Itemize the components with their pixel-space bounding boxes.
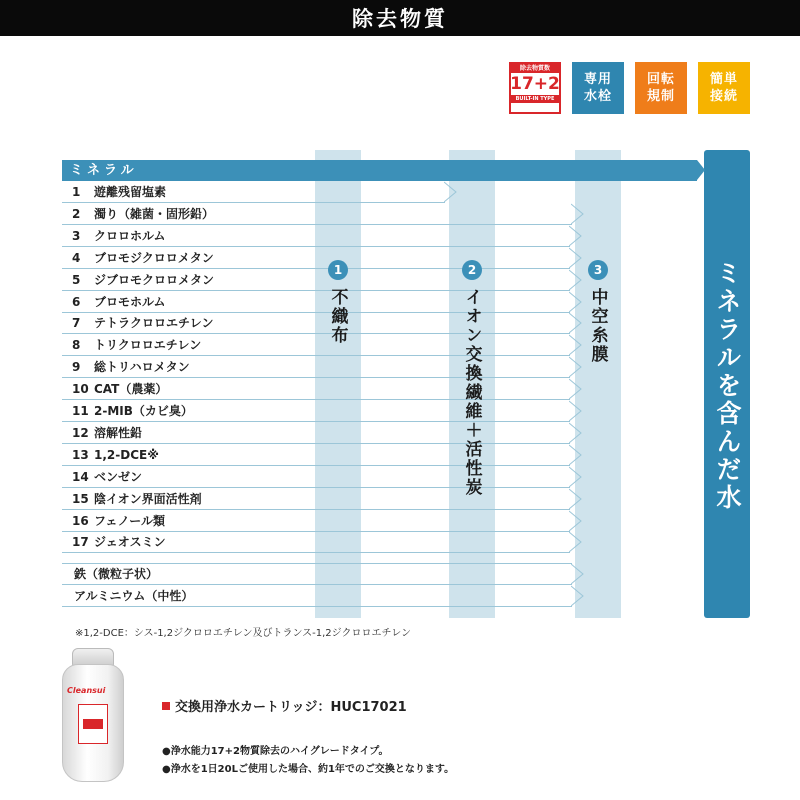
stage-3-number: 3	[588, 260, 608, 280]
extra-substance-row	[62, 585, 193, 607]
row-arrow-icon	[569, 444, 583, 466]
certified-badge-bottom: BUILT-IN TYPE	[511, 95, 559, 103]
red-square-icon	[162, 702, 170, 710]
substance-number: 11	[72, 404, 89, 418]
product-feature-1: ●浄水能力17+2物質除去のハイグレードタイプ。	[162, 746, 389, 757]
substance-row	[62, 225, 166, 247]
row-arrow-icon	[569, 378, 583, 400]
row-arrow-icon	[569, 400, 583, 422]
substance-row	[62, 466, 142, 488]
product-title-row	[162, 696, 407, 715]
substance-row	[62, 422, 142, 444]
stage-1-column	[315, 150, 361, 618]
product-feature-2: ●浄水を1日20Lご使用した場合、約1年でのご交換となります。	[162, 764, 455, 775]
stage-2	[449, 260, 495, 497]
stage-1	[315, 260, 361, 345]
substance-name: 溶解性鉛	[94, 425, 143, 440]
substance-number: 3	[72, 228, 81, 243]
substance-row	[62, 356, 190, 378]
certified-badge-value: 17+2	[510, 74, 560, 94]
substance-number: 6	[72, 294, 81, 309]
badge-rotation-line1: 回転	[646, 72, 675, 87]
certified-badge	[509, 62, 561, 114]
badge-connect-line1: 簡単	[709, 72, 738, 87]
row-arrow-icon	[571, 203, 585, 225]
substance-number: 1	[72, 185, 81, 199]
badge-connect	[698, 62, 750, 114]
substance-name: ジブロモクロロメタン	[94, 272, 215, 287]
substance-number: 4	[72, 250, 81, 265]
substance-number: 12	[72, 425, 89, 440]
cartridge-label	[78, 704, 108, 744]
substance-row	[62, 203, 214, 225]
substance-row	[62, 488, 202, 510]
substance-row	[62, 181, 166, 203]
substance-row	[62, 510, 165, 532]
product-title: 交換用浄水カートリッジ：HUC17021	[175, 700, 407, 715]
stage-1-label: 不織布	[327, 288, 348, 345]
page-title: 除去物質	[352, 7, 448, 31]
mineral-flow-arrow-icon	[697, 160, 705, 180]
row-arrow-icon	[444, 181, 458, 203]
substance-name: CAT（農薬）	[94, 382, 168, 397]
badge-faucet-line2: 水栓	[583, 89, 612, 104]
substance-row	[62, 269, 214, 291]
substance-row	[62, 291, 166, 313]
substance-number: 13	[72, 447, 89, 462]
substance-name: ブロモホルム	[94, 294, 166, 309]
substance-name: ジェオスミン	[94, 535, 166, 550]
substance-row	[62, 334, 201, 356]
row-arrow-icon	[569, 422, 583, 444]
substance-name: ベンゼン	[94, 469, 143, 484]
badge-faucet	[572, 62, 624, 114]
substance-name: 鉄（微粒子状）	[74, 567, 159, 581]
row-arrow-icon	[571, 563, 585, 585]
cartridge-brand-logo: Cleansui	[67, 686, 106, 695]
page-header	[0, 0, 800, 36]
substance-number: 17	[72, 535, 89, 550]
substance-name: フェノール類	[94, 513, 166, 528]
mineral-flow-bar	[62, 160, 697, 181]
substance-name: 総トリハロメタン	[94, 360, 190, 375]
substance-row	[62, 247, 214, 269]
row-arrow-icon	[569, 531, 583, 553]
stage-1-number: 1	[328, 260, 348, 280]
substance-number: 8	[72, 338, 81, 353]
substance-name: テトラクロロエチレン	[94, 316, 214, 331]
substance-number: 15	[72, 491, 89, 506]
substance-row	[62, 400, 193, 422]
stage-3-label: 中空糸膜	[587, 288, 608, 364]
certified-badge-top: 除去物質数	[511, 64, 559, 73]
final-stage	[704, 260, 750, 512]
substance-number: 9	[72, 360, 81, 375]
substance-name: 2-MIB（カビ臭）	[94, 404, 193, 418]
substance-number: 14	[72, 469, 89, 484]
substance-name: 陰イオン界面活性剤	[94, 491, 202, 506]
cartridge-image	[58, 648, 128, 788]
substance-row	[62, 378, 167, 400]
substance-row	[62, 444, 159, 466]
substance-number: 7	[72, 316, 81, 331]
badge-rotation	[635, 62, 687, 114]
substance-number: 2	[72, 206, 81, 221]
stage-2-number: 2	[462, 260, 482, 280]
substance-name: アルミニウム（中性）	[74, 589, 194, 603]
substance-name: 1,2-DCE※	[94, 447, 159, 462]
substance-name: 遊離残留塩素	[94, 185, 167, 199]
badge-connect-line2: 接続	[709, 89, 738, 104]
substance-number: 16	[72, 513, 89, 528]
feature-badges	[509, 62, 750, 114]
substance-row	[62, 531, 166, 553]
stage-3	[575, 260, 621, 364]
badge-rotation-line2: 規制	[646, 89, 675, 104]
substance-name: トリクロロエチレン	[94, 338, 202, 353]
substance-number: 5	[72, 272, 81, 287]
row-arrow-icon	[569, 488, 583, 510]
extra-substance-row	[62, 563, 158, 585]
substance-name: 濁り（雑菌・固形鉛）	[94, 206, 215, 221]
substance-number: 10	[72, 382, 89, 397]
final-stage-label: ミネラルを含んだ水	[713, 260, 742, 512]
row-arrow-icon	[569, 466, 583, 488]
substance-row	[62, 312, 213, 334]
footnote: ※1,2-DCE：シス-1,2ジクロロエチレン及びトランス-1,2ジクロロエチレン	[75, 628, 412, 639]
row-arrow-icon	[571, 585, 585, 607]
substance-name: クロロホルム	[94, 228, 166, 243]
stage-2-label: イオン交換繊維＋活性炭	[461, 288, 482, 497]
row-arrow-icon	[569, 225, 583, 247]
mineral-header-label: ミネラル	[70, 163, 138, 178]
substance-name: ブロモジクロロメタン	[94, 250, 214, 265]
badge-faucet-line1: 専用	[583, 72, 612, 87]
row-arrow-icon	[569, 510, 583, 532]
